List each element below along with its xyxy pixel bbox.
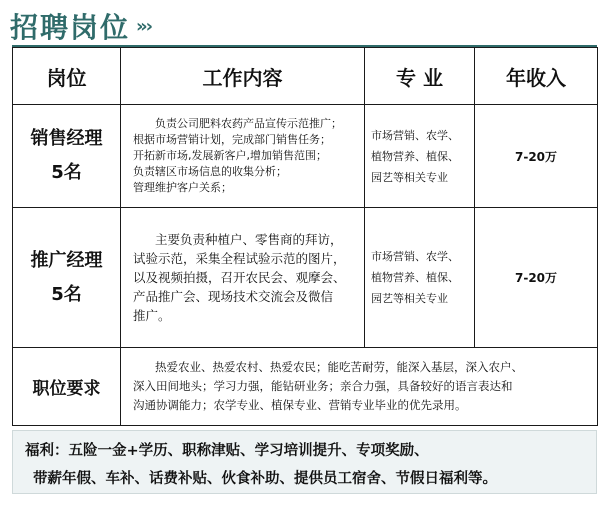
- table-row: [13, 208, 598, 348]
- duty-line: 推广。: [133, 308, 171, 323]
- page-title: 招聘岗位: [10, 11, 131, 44]
- major-line: 植物营养、植保、: [371, 271, 459, 284]
- section-header: [10, 6, 151, 46]
- header-income: 年收入: [475, 48, 598, 105]
- header-position: 岗位: [13, 48, 121, 105]
- position-cell: [13, 208, 121, 348]
- major-line: 市场营销、农学、: [371, 250, 459, 263]
- duty-line: 试验示范，采集全程试验示范的图片，: [133, 251, 346, 266]
- table-row: [13, 105, 598, 208]
- duty-line: 以及视频拍摄，召开农民会、观摩会、: [133, 270, 346, 285]
- major-line: 园艺等相关专业: [371, 292, 448, 305]
- duties-cell: [121, 208, 365, 348]
- position-count: 5名: [51, 283, 82, 305]
- duty-line: 管理维护客户关系；: [133, 181, 232, 194]
- duty-line: 根据市场营销计划，完成部门销售任务；: [133, 133, 331, 146]
- income-cell: 7-20万: [475, 208, 598, 348]
- requirement-line: 深入田间地头；学习力强，能钻研业务；亲合力强，具备较好的语言表达和: [133, 379, 513, 393]
- duty-line: 主要负责种植户、零售商的拜访，: [155, 232, 343, 247]
- position-cell: [13, 105, 121, 208]
- header-major: 专 业: [365, 48, 475, 105]
- major-line: 园艺等相关专业: [371, 170, 448, 184]
- header-duties: 工作内容: [121, 48, 365, 105]
- jobs-table-wrap: [12, 45, 597, 426]
- requirements-row: [13, 348, 598, 426]
- requirements-label: 职位要求: [13, 348, 121, 426]
- position-title: 销售经理: [30, 128, 103, 149]
- duties-cell: [121, 105, 365, 208]
- table-header-row: [13, 48, 598, 105]
- position-title: 推广经理: [30, 249, 103, 271]
- jobs-table: [12, 47, 598, 426]
- requirement-line: 沟通协调能力；农学专业、植保专业、营销专业毕业的优先录用。: [133, 398, 467, 412]
- income-cell: 7-20万: [475, 105, 598, 208]
- duty-line: 产品推广会、现场技术交流会及微信: [133, 289, 334, 304]
- major-line: 市场营销、农学、: [371, 128, 459, 142]
- duty-line: 负责辖区市场信息的收集分析；: [133, 165, 287, 178]
- major-line: 植物营养、植保、: [371, 149, 459, 163]
- requirement-line: 热爱农业、热爱农村、热爱农民；能吃苦耐劳，能深入基层，深入农户、: [155, 360, 523, 374]
- duty-line: 开拓新市场,发展新客户,增加销售范围；: [133, 149, 327, 162]
- duty-line: 负责公司肥料农药产品宣传示范推广；: [155, 117, 342, 130]
- welfare-box: [12, 430, 597, 494]
- position-count: 5名: [51, 162, 82, 183]
- double-chevron-right-icon: »›: [136, 15, 152, 37]
- requirements-text: [121, 348, 598, 426]
- welfare-line: 带薪年假、车补、话费补贴、伙食补助、提供员工宿舍、节假日福利等。: [33, 471, 497, 487]
- welfare-line: 福利：五险一金+学历、职称津贴、学习培训提升、专项奖励、: [25, 443, 429, 459]
- major-cell: [365, 208, 475, 348]
- major-cell: [365, 105, 475, 208]
